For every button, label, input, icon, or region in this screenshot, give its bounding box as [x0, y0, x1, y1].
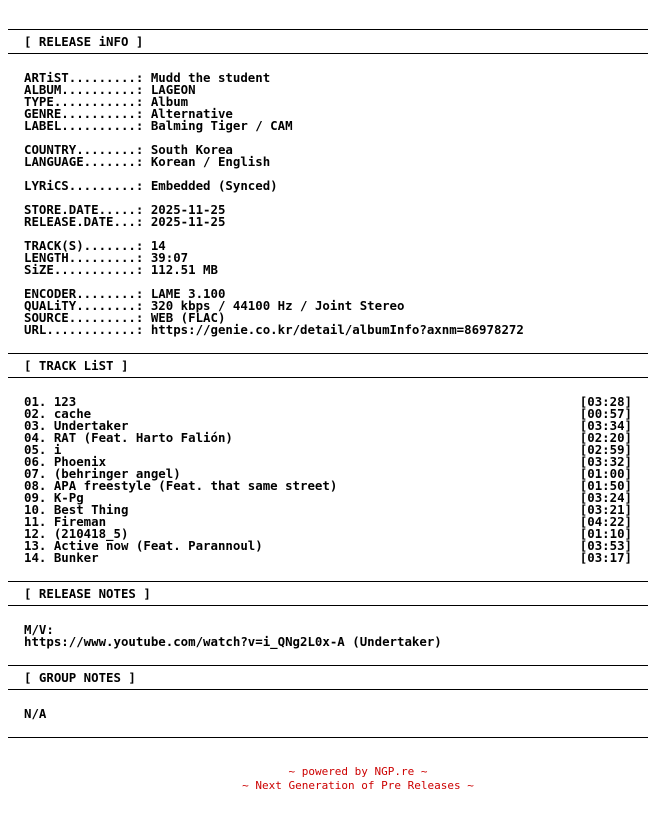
track-title: Undertaker [53, 418, 129, 433]
release-info-list [24, 72, 632, 336]
info-value: Alternative [150, 106, 233, 121]
info-value: LAGEON [150, 82, 196, 97]
info-value: LAME 3.100 [150, 286, 226, 301]
info-row [24, 156, 632, 168]
divider [8, 605, 648, 606]
info-key: STORE.DATE.....: [24, 202, 151, 217]
track-duration: [02:20] [579, 430, 632, 445]
section-heading-group-notes: [ GROUP NOTES ] [24, 670, 136, 685]
info-key: LENGTH.........: [24, 250, 151, 265]
section-heading-release-info: [ RELEASE iNFO ] [24, 34, 144, 49]
footer-tagline: ~ Next Generation of Pre Releases ~ [242, 779, 474, 792]
track-row [24, 396, 632, 408]
track-title: 123 [53, 394, 77, 409]
info-key: LYRiCS.........: [24, 178, 151, 193]
info-value: Mudd the student [150, 70, 271, 85]
divider [8, 737, 648, 738]
info-key: RELEASE.DATE...: [24, 214, 151, 229]
info-key: LANGUAGE.......: [24, 154, 151, 169]
track-number: 11. [24, 514, 54, 529]
track-duration: [04:22] [579, 514, 632, 529]
track-number: 02. [24, 406, 54, 421]
track-number: 05. [24, 442, 54, 457]
track-title: (210418_5) [53, 526, 129, 541]
info-value: https://genie.co.kr/detail/albumInfo?axnm=86978272 [150, 322, 524, 337]
track-number: 03. [24, 418, 54, 433]
divider [8, 53, 648, 54]
info-key: ENCODER........: [24, 286, 151, 301]
track-duration: [03:32] [579, 454, 632, 469]
info-value: 2025-11-25 [150, 214, 226, 229]
info-key: QUALiTY........: [24, 298, 151, 313]
divider [8, 29, 648, 30]
track-title: Fireman [53, 514, 107, 529]
divider [8, 353, 648, 354]
track-number: 01. [24, 394, 54, 409]
track-duration: [03:17] [579, 550, 632, 565]
track-duration: [03:34] [579, 418, 632, 433]
divider [8, 689, 648, 690]
info-value: South Korea [150, 142, 233, 157]
track-row [24, 504, 632, 516]
track-title: (behringer angel) [53, 466, 181, 481]
info-value: 2025-11-25 [150, 202, 226, 217]
info-key: URL............: [24, 322, 151, 337]
mv-link[interactable]: https://www.youtube.com/watch?v=i_QNg2L0x-A (Undertaker) [24, 634, 442, 649]
track-row [24, 444, 632, 456]
track-title: K-Pg [53, 490, 84, 505]
info-value: Balming Tiger / CAM [150, 118, 293, 133]
track-duration: [03:53] [579, 538, 632, 553]
track-number: 07. [24, 466, 54, 481]
info-value: Korean / English [150, 154, 271, 169]
info-key: ARTiST.........: [24, 70, 151, 85]
info-value: 320 kbps / 44100 Hz / Joint Stereo [150, 298, 405, 313]
track-duration: [03:21] [579, 502, 632, 517]
track-number: 14. [24, 550, 54, 565]
info-key: SiZE...........: [24, 262, 151, 277]
info-value: 39:07 [150, 250, 189, 265]
group-notes-text: N/A [24, 706, 47, 721]
track-row [24, 432, 632, 444]
section-heading-release-notes: [ RELEASE NOTES ] [24, 586, 151, 601]
info-value: 14 [150, 238, 166, 253]
track-row [24, 480, 632, 492]
mv-label: M/V: [24, 622, 54, 637]
divider [8, 581, 648, 582]
track-list [24, 396, 632, 564]
track-title: RAT (Feat. Harto Falión) [53, 430, 233, 445]
track-title: cache [53, 406, 92, 421]
divider [8, 377, 648, 378]
track-duration: [00:57] [579, 406, 632, 421]
divider [8, 665, 648, 666]
release-notes-body [24, 624, 632, 648]
info-key: SOURCE.........: [24, 310, 151, 325]
track-duration: [01:00] [579, 466, 632, 481]
track-title: Best Thing [53, 502, 129, 517]
info-value: 112.51 MB [150, 262, 218, 277]
track-row [24, 552, 632, 564]
track-row [24, 540, 632, 552]
info-key: ALBUM..........: [24, 82, 151, 97]
info-key: TRACK(S).......: [24, 238, 151, 253]
info-row [24, 264, 632, 276]
track-duration: [03:28] [579, 394, 632, 409]
group-notes-body [24, 708, 632, 720]
track-number: 06. [24, 454, 54, 469]
footer-powered-by: ~ powered by NGP.re ~ [288, 765, 428, 778]
track-title: Phoenix [53, 454, 107, 469]
section-heading-track-list: [ TRACK LiST ] [24, 358, 129, 373]
info-key: COUNTRY........: [24, 142, 151, 157]
info-value: WEB (FLAC) [150, 310, 226, 325]
info-key: LABEL..........: [24, 118, 151, 133]
info-row [24, 180, 632, 192]
track-title: APA freestyle (Feat. that same street) [53, 478, 338, 493]
track-title: i [53, 442, 62, 457]
info-key: TYPE...........: [24, 94, 151, 109]
track-duration: [03:24] [579, 490, 632, 505]
info-row [24, 120, 632, 132]
info-value: Embedded (Synced) [150, 178, 278, 193]
info-key: GENRE..........: [24, 106, 151, 121]
track-title: Active now (Feat. Parannoul) [53, 538, 263, 553]
track-number: 13. [24, 538, 54, 553]
info-value: Album [150, 94, 189, 109]
track-number: 10. [24, 502, 54, 517]
track-duration: [01:50] [579, 478, 632, 493]
track-number: 12. [24, 526, 54, 541]
track-duration: [01:10] [579, 526, 632, 541]
info-row [24, 324, 632, 336]
track-number: 08. [24, 478, 54, 493]
info-row [24, 216, 632, 228]
track-number: 04. [24, 430, 54, 445]
track-number: 09. [24, 490, 54, 505]
track-duration: [02:59] [579, 442, 632, 457]
track-title: Bunker [53, 550, 99, 565]
